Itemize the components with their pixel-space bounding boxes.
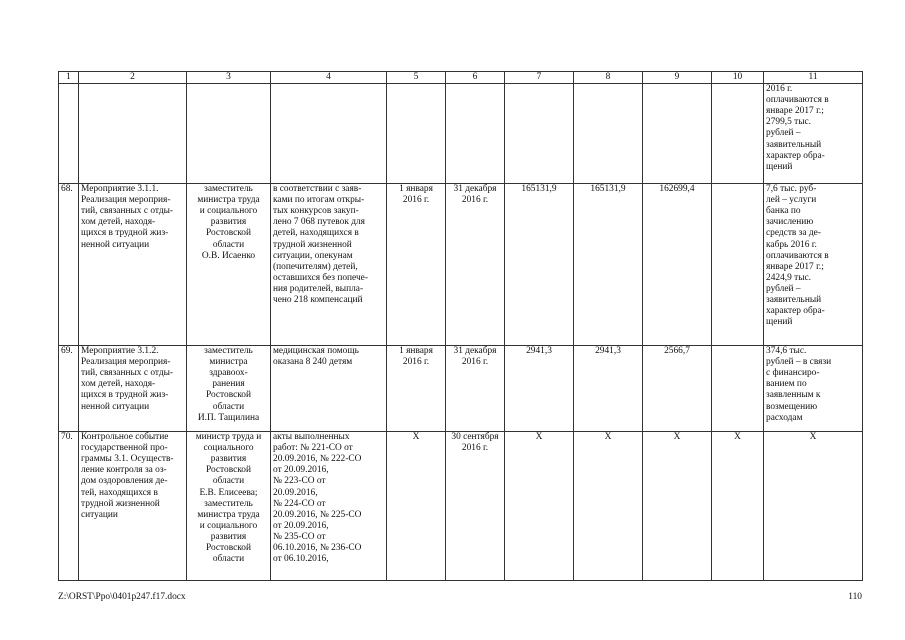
value-cell: X: [574, 432, 643, 581]
column-number: 11: [764, 72, 863, 84]
result-cell: акты выполненных работ: № 221-СО от 20.09.2016, № 222-СО от 20.09.2016, № 223-СО от 20.09.2016, № 224-СО от 20.09.2016, № 225-СО от 20.09.2016, № 235-СО от 06.10.2016, № 236-СО от 06.10.2016,: [271, 432, 387, 581]
end-date-cell: 31 декабря 2016 г.: [446, 346, 505, 432]
column-number: 8: [574, 72, 643, 84]
end-date-cell: [446, 84, 505, 184]
end-date-cell: 31 декабря 2016 г.: [446, 184, 505, 346]
value-cell: 2941,3: [574, 346, 643, 432]
measure-cell: Контрольное событие государственной про- граммы 3.1. Осуществ- ление контроля за оз- дом оздоровления де- тей, находящихся в трудной жизненной ситуации: [79, 432, 187, 581]
value-cell: 165131,9: [505, 184, 574, 346]
value-cell: X: [505, 432, 574, 581]
table-row: [59, 346, 863, 432]
column-number: 2: [79, 72, 187, 84]
responsible-cell: министр труда и социального развития Ростовской области Е.В. Елисеева; заместитель министра труда и социального развития Ростовской области: [187, 432, 271, 581]
note-cell: X: [764, 432, 863, 581]
row-number: 68.: [59, 184, 79, 346]
result-cell: медицинская помощь оказана 8 240 детям: [271, 346, 387, 432]
note-cell: 374,6 тыс. рублей – в связи с финансиро- ванием по заявленным к возмещению расходам: [764, 346, 863, 432]
column-number: 5: [387, 72, 446, 84]
page-number: 110: [848, 592, 862, 602]
note-cell: 2016 г. оплачиваются в январе 2017 г.; 2799,5 тыс. рублей – заявительный характер обра- щений: [764, 84, 863, 184]
column-number: 7: [505, 72, 574, 84]
column-number-row: [59, 72, 863, 84]
column-number: 1: [59, 72, 79, 84]
row-number: 70.: [59, 432, 79, 581]
table-row: [59, 84, 863, 184]
row-number: 69.: [59, 346, 79, 432]
result-cell: [271, 84, 387, 184]
report-table: [58, 71, 863, 581]
value-cell: [712, 346, 764, 432]
value-cell: X: [712, 432, 764, 581]
result-cell: в соответствии с заяв- ками по итогам откры- тых конкурсов закуп- лено 7 068 путевок для детей, находящихся в трудной жизненной ситуации, опекунам (попечителям) детей, оставшихся без попече- ния родителей, выпла- чено 218 компенсаций: [271, 184, 387, 346]
row-number: [59, 84, 79, 184]
file-path: Z:\ORST\Ppo\0401p247.f17.docx: [58, 592, 186, 602]
value-cell: 165131,9: [574, 184, 643, 346]
table-row: [59, 432, 863, 581]
start-date-cell: [387, 84, 446, 184]
column-number: 9: [643, 72, 712, 84]
measure-cell: Мероприятие 3.1.1. Реализация мероприя- тий, связанных с отды- хом детей, находя- щихся в трудной жиз- ненной ситуации: [79, 184, 187, 346]
start-date-cell: 1 января 2016 г.: [387, 346, 446, 432]
note-cell: 7,6 тыс. руб- лей – услуги банка по зачислению средств за де- кабрь 2016 г. оплачиваются в январе 2017 г.; 2424,9 тыс. рублей – заявительный характер обра- щений: [764, 184, 863, 346]
measure-cell: [79, 84, 187, 184]
value-cell: 2566,7: [643, 346, 712, 432]
value-cell: [712, 184, 764, 346]
responsible-cell: [187, 84, 271, 184]
value-cell: X: [643, 432, 712, 581]
column-number: 6: [446, 72, 505, 84]
value-cell: 2941,3: [505, 346, 574, 432]
responsible-cell: заместитель министра труда и социального развития Ростовской области О.В. Исаенко: [187, 184, 271, 346]
value-cell: [574, 84, 643, 184]
value-cell: [505, 84, 574, 184]
column-number: 10: [712, 72, 764, 84]
column-number: 4: [271, 72, 387, 84]
measure-cell: Мероприятие 3.1.2. Реализация мероприя- тий, связанных с отды- хом детей, находя- щихся в трудной жиз- ненной ситуации: [79, 346, 187, 432]
start-date-cell: X: [387, 432, 446, 581]
responsible-cell: заместитель министра здравоох- ранения Ростовской области И.П. Тащилина: [187, 346, 271, 432]
table-row: [59, 184, 863, 346]
end-date-cell: 30 сентября 2016 г.: [446, 432, 505, 581]
value-cell: [712, 84, 764, 184]
value-cell: [643, 84, 712, 184]
value-cell: 162699,4: [643, 184, 712, 346]
column-number: 3: [187, 72, 271, 84]
start-date-cell: 1 января 2016 г.: [387, 184, 446, 346]
